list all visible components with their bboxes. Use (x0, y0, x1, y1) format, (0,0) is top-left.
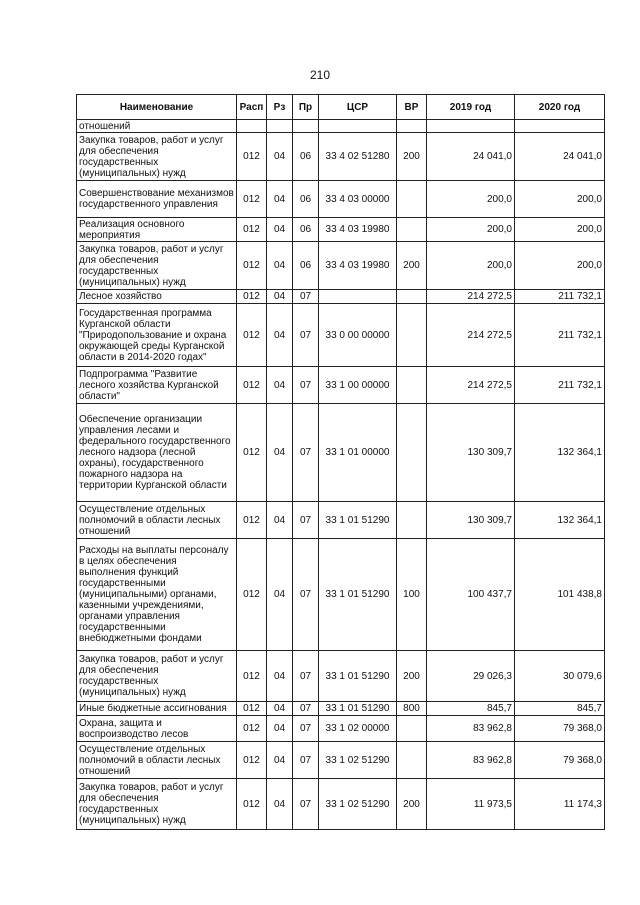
header-vr: ВР (397, 95, 427, 120)
table-row (77, 304, 605, 367)
cell-rz: 04 (267, 133, 293, 181)
cell-y2019: 214 272,5 (427, 290, 515, 304)
header-rz: Рз (267, 95, 293, 120)
cell-csr: 33 1 01 51290 (319, 539, 397, 651)
cell-vr: 800 (397, 702, 427, 716)
cell-rz: 04 (267, 404, 293, 502)
header-rasp: Расп (237, 95, 267, 120)
cell-pr: 06 (293, 242, 319, 290)
cell-y2019: 845,7 (427, 702, 515, 716)
cell-rasp: 012 (237, 133, 267, 181)
cell-y2020: 101 438,8 (515, 539, 605, 651)
cell-csr: 33 4 03 19980 (319, 242, 397, 290)
cell-pr: 07 (293, 290, 319, 304)
cell-vr: 200 (397, 242, 427, 290)
cell-rz: 04 (267, 290, 293, 304)
cell-pr: 07 (293, 716, 319, 742)
cell-rasp: 012 (237, 651, 267, 702)
cell-rz: 04 (267, 539, 293, 651)
table-row (77, 367, 605, 404)
cell-rz: 04 (267, 181, 293, 218)
cell-rz: 04 (267, 502, 293, 539)
cell-rasp: 012 (237, 742, 267, 779)
table-row (77, 779, 605, 830)
cell-csr: 33 4 03 19980 (319, 218, 397, 242)
cell-y2020: 211 732,1 (515, 304, 605, 367)
cell-vr: 200 (397, 779, 427, 830)
cell-rz: 04 (267, 716, 293, 742)
cell-vr (397, 120, 427, 133)
cell-y2019: 214 272,5 (427, 367, 515, 404)
cell-rz: 04 (267, 242, 293, 290)
cell-rz (267, 120, 293, 133)
cell-csr: 33 1 02 00000 (319, 716, 397, 742)
cell-y2019: 130 309,7 (427, 502, 515, 539)
header-name: Наименование (77, 95, 237, 120)
cell-name: Расходы на выплаты персоналу в целях обеспечения выполнения функций государственными (муниципальными) органами, казенными учреждениями, органами управления государственными внебюджетными фондами (77, 539, 237, 651)
page-number: 210 (309, 68, 331, 82)
cell-name: отношений (77, 120, 237, 133)
table-row (77, 742, 605, 779)
table-row (77, 502, 605, 539)
cell-pr: 07 (293, 651, 319, 702)
cell-pr: 07 (293, 304, 319, 367)
header-csr: ЦСР (319, 95, 397, 120)
cell-vr (397, 304, 427, 367)
cell-pr: 07 (293, 404, 319, 502)
cell-csr: 33 1 01 00000 (319, 404, 397, 502)
table-row (77, 218, 605, 242)
cell-rasp: 012 (237, 304, 267, 367)
cell-vr: 200 (397, 133, 427, 181)
cell-rz: 04 (267, 304, 293, 367)
cell-rz: 04 (267, 702, 293, 716)
cell-pr: 07 (293, 502, 319, 539)
table-row (77, 133, 605, 181)
cell-vr (397, 367, 427, 404)
cell-csr: 33 4 02 51280 (319, 133, 397, 181)
cell-y2020: 211 732,1 (515, 367, 605, 404)
cell-vr (397, 502, 427, 539)
header-pr: Пр (293, 95, 319, 120)
cell-y2019: 200,0 (427, 181, 515, 218)
cell-vr (397, 742, 427, 779)
cell-y2020: 79 368,0 (515, 716, 605, 742)
table-row (77, 404, 605, 502)
cell-csr: 33 1 02 51290 (319, 779, 397, 830)
budget-table (76, 94, 605, 830)
cell-rasp (237, 120, 267, 133)
cell-rasp: 012 (237, 181, 267, 218)
cell-rasp: 012 (237, 502, 267, 539)
cell-vr (397, 181, 427, 218)
cell-y2020: 845,7 (515, 702, 605, 716)
cell-csr: 33 1 01 51290 (319, 651, 397, 702)
cell-csr (319, 290, 397, 304)
cell-y2019: 130 309,7 (427, 404, 515, 502)
cell-y2020: 132 364,1 (515, 404, 605, 502)
cell-y2020: 200,0 (515, 242, 605, 290)
cell-name: Осуществление отдельных полномочий в области лесных отношений (77, 502, 237, 539)
cell-rz: 04 (267, 651, 293, 702)
cell-csr: 33 1 01 51290 (319, 702, 397, 716)
cell-vr (397, 716, 427, 742)
cell-vr (397, 404, 427, 502)
cell-vr (397, 290, 427, 304)
cell-rasp: 012 (237, 702, 267, 716)
cell-rasp: 012 (237, 367, 267, 404)
cell-name: Иные бюджетные ассигнования (77, 702, 237, 716)
cell-vr: 100 (397, 539, 427, 651)
cell-name: Подпрограмма "Развитие лесного хозяйства Курганской области" (77, 367, 237, 404)
cell-name: Государственная программа Курганской области "Природопользование и охрана окружающей среды Курганской области в 2014-2020 годах" (77, 304, 237, 367)
cell-name: Охрана, защита и воспроизводство лесов (77, 716, 237, 742)
cell-rz: 04 (267, 367, 293, 404)
cell-rasp: 012 (237, 779, 267, 830)
cell-y2019 (427, 120, 515, 133)
cell-rasp: 012 (237, 242, 267, 290)
cell-vr (397, 218, 427, 242)
table-header-row (77, 95, 605, 120)
cell-name: Обеспечение организации управления лесами и федерального государственного лесного надзора (лесной охраны), государственного пожарного надзора на территории Курганской области (77, 404, 237, 502)
table-row (77, 651, 605, 702)
cell-name: Совершенствование механизмов государственного управления (77, 181, 237, 218)
table-row (77, 716, 605, 742)
cell-y2019: 24 041,0 (427, 133, 515, 181)
cell-pr (293, 120, 319, 133)
cell-vr: 200 (397, 651, 427, 702)
header-2019: 2019 год (427, 95, 515, 120)
cell-rasp: 012 (237, 539, 267, 651)
cell-y2020: 132 364,1 (515, 502, 605, 539)
cell-pr: 07 (293, 539, 319, 651)
table-row (77, 242, 605, 290)
cell-rasp: 012 (237, 290, 267, 304)
table-row (77, 290, 605, 304)
cell-csr: 33 0 00 00000 (319, 304, 397, 367)
cell-y2020: 211 732,1 (515, 290, 605, 304)
cell-csr: 33 1 00 00000 (319, 367, 397, 404)
cell-y2020: 24 041,0 (515, 133, 605, 181)
cell-pr: 07 (293, 742, 319, 779)
table-row (77, 702, 605, 716)
cell-csr: 33 1 01 51290 (319, 502, 397, 539)
cell-pr: 07 (293, 367, 319, 404)
header-2020: 2020 год (515, 95, 605, 120)
cell-pr: 06 (293, 181, 319, 218)
cell-pr: 07 (293, 779, 319, 830)
cell-name: Закупка товаров, работ и услуг для обеспечения государственных (муниципальных) нужд (77, 242, 237, 290)
cell-csr (319, 120, 397, 133)
cell-pr: 06 (293, 133, 319, 181)
cell-rasp: 012 (237, 404, 267, 502)
cell-y2020: 11 174,3 (515, 779, 605, 830)
cell-name: Реализация основного мероприятия (77, 218, 237, 242)
cell-name: Осуществление отдельных полномочий в области лесных отношений (77, 742, 237, 779)
cell-y2019: 29 026,3 (427, 651, 515, 702)
cell-rasp: 012 (237, 218, 267, 242)
table-row (77, 539, 605, 651)
cell-y2020: 200,0 (515, 181, 605, 218)
cell-y2019: 100 437,7 (427, 539, 515, 651)
cell-y2019: 200,0 (427, 242, 515, 290)
cell-name: Закупка товаров, работ и услуг для обеспечения государственных (муниципальных) нужд (77, 779, 237, 830)
cell-csr: 33 1 02 51290 (319, 742, 397, 779)
cell-rasp: 012 (237, 716, 267, 742)
cell-y2019: 83 962,8 (427, 716, 515, 742)
cell-name: Лесное хозяйство (77, 290, 237, 304)
cell-pr: 06 (293, 218, 319, 242)
cell-y2019: 83 962,8 (427, 742, 515, 779)
cell-pr: 07 (293, 702, 319, 716)
cell-y2020: 200,0 (515, 218, 605, 242)
cell-y2019: 200,0 (427, 218, 515, 242)
cell-y2020: 79 368,0 (515, 742, 605, 779)
cell-name: Закупка товаров, работ и услуг для обеспечения государственных (муниципальных) нужд (77, 133, 237, 181)
cell-name: Закупка товаров, работ и услуг для обеспечения государственных (муниципальных) нужд (77, 651, 237, 702)
table-row (77, 181, 605, 218)
cell-y2020: 30 079,6 (515, 651, 605, 702)
cell-csr: 33 4 03 00000 (319, 181, 397, 218)
cell-rz: 04 (267, 742, 293, 779)
cell-y2019: 214 272,5 (427, 304, 515, 367)
cell-rz: 04 (267, 779, 293, 830)
cell-rz: 04 (267, 218, 293, 242)
cell-y2019: 11 973,5 (427, 779, 515, 830)
cell-y2020 (515, 120, 605, 133)
table-row (77, 120, 605, 133)
